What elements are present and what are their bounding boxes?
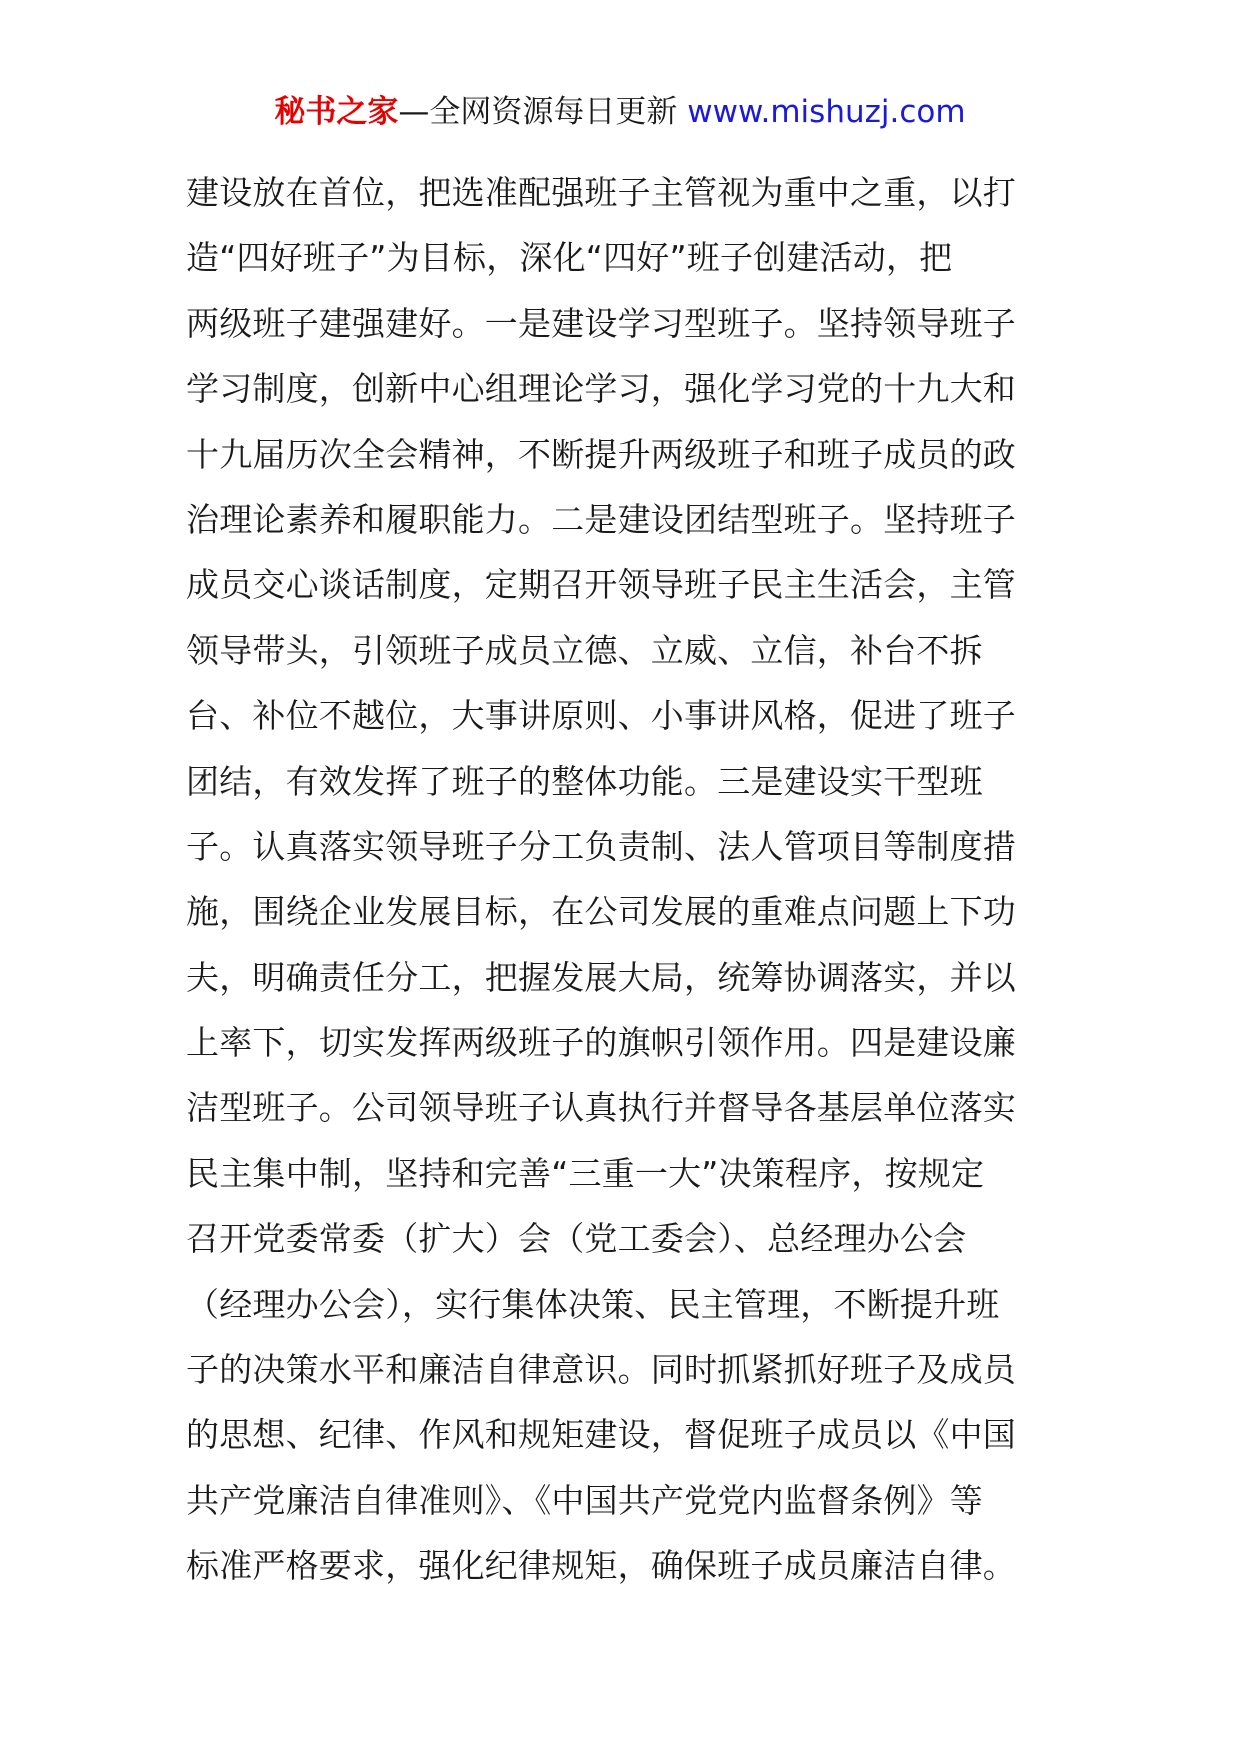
text-line: 洁型班子。公司领导班子认真执行并督导各基层单位落实 bbox=[186, 1088, 1016, 1128]
text-line: 两级班子建强建好。一是建设学习型班子。坚持领导班子 bbox=[186, 303, 1016, 343]
text-line: 共产党廉洁自律准则》、《中国共产党党内监督条例》等 bbox=[186, 1480, 983, 1520]
text-line: 夫，明确责任分工，把握发展大局，统筹协调落实，并以 bbox=[186, 957, 1016, 997]
text-line: 学习制度，创新中心组理论学习，强化学习党的十九大和 bbox=[186, 369, 1016, 409]
text-line: 标准严格要求，强化纪律规矩，确保班子成员廉洁自律。 bbox=[186, 1546, 1016, 1586]
text-line: 施，围绕企业发展目标，在公司发展的重难点问题上下功 bbox=[186, 892, 1016, 932]
document-body bbox=[186, 160, 1066, 1599]
text-line: 团结，有效发挥了班子的整体功能。三是建设实干型班 bbox=[186, 761, 983, 801]
text-line: 子。认真落实领导班子分工负责制、法人管项目等制度措 bbox=[186, 826, 1016, 866]
text-line: 上率下，切实发挥两级班子的旗帜引领作用。四是建设廉 bbox=[186, 1023, 1016, 1063]
text-line: 造“四好班子”为目标，深化“四好”班子创建活动，把 bbox=[186, 238, 953, 278]
text-line: 建设放在首位，把选准配强班子主管视为重中之重，以打 bbox=[186, 173, 1016, 212]
text-line: 领导带头，引领班子成员立德、立威、立信，补台不拆 bbox=[186, 630, 983, 670]
text-line: 子的决策水平和廉洁自律意识。同时抓紧抓好班子及成员 bbox=[186, 1350, 1016, 1390]
page-header bbox=[0, 92, 1240, 132]
text-line: 召开党委常委（扩大）会（党工委会）、总经理办公会 bbox=[186, 1219, 967, 1259]
text-line: 十九届历次全会精神，不断提升两级班子和班子成员的政 bbox=[186, 434, 1016, 474]
text-line: 治理论素养和履职能力。二是建设团结型班子。坚持班子 bbox=[186, 499, 1016, 539]
site-url-link[interactable]: www.mishuzj.com bbox=[687, 94, 966, 130]
text-line: 的思想、纪律、作风和规矩建设，督促班子成员以《中国 bbox=[186, 1415, 1016, 1455]
text-line: 民主集中制，坚持和完善“三重一大”决策程序，按规定 bbox=[186, 1153, 985, 1193]
text-line: 台、补位不越位，大事讲原则、小事讲风格，促进了班子 bbox=[186, 696, 1016, 736]
text-line: （经理办公会），实行集体决策、民主管理，不断提升班 bbox=[186, 1284, 1000, 1324]
brand-name: 秘书之家 bbox=[274, 94, 399, 130]
text-line: 成员交心谈话制度，定期召开领导班子民主生活会，主管 bbox=[186, 565, 1016, 605]
header-tagline: —全网资源每日更新 bbox=[398, 94, 688, 130]
